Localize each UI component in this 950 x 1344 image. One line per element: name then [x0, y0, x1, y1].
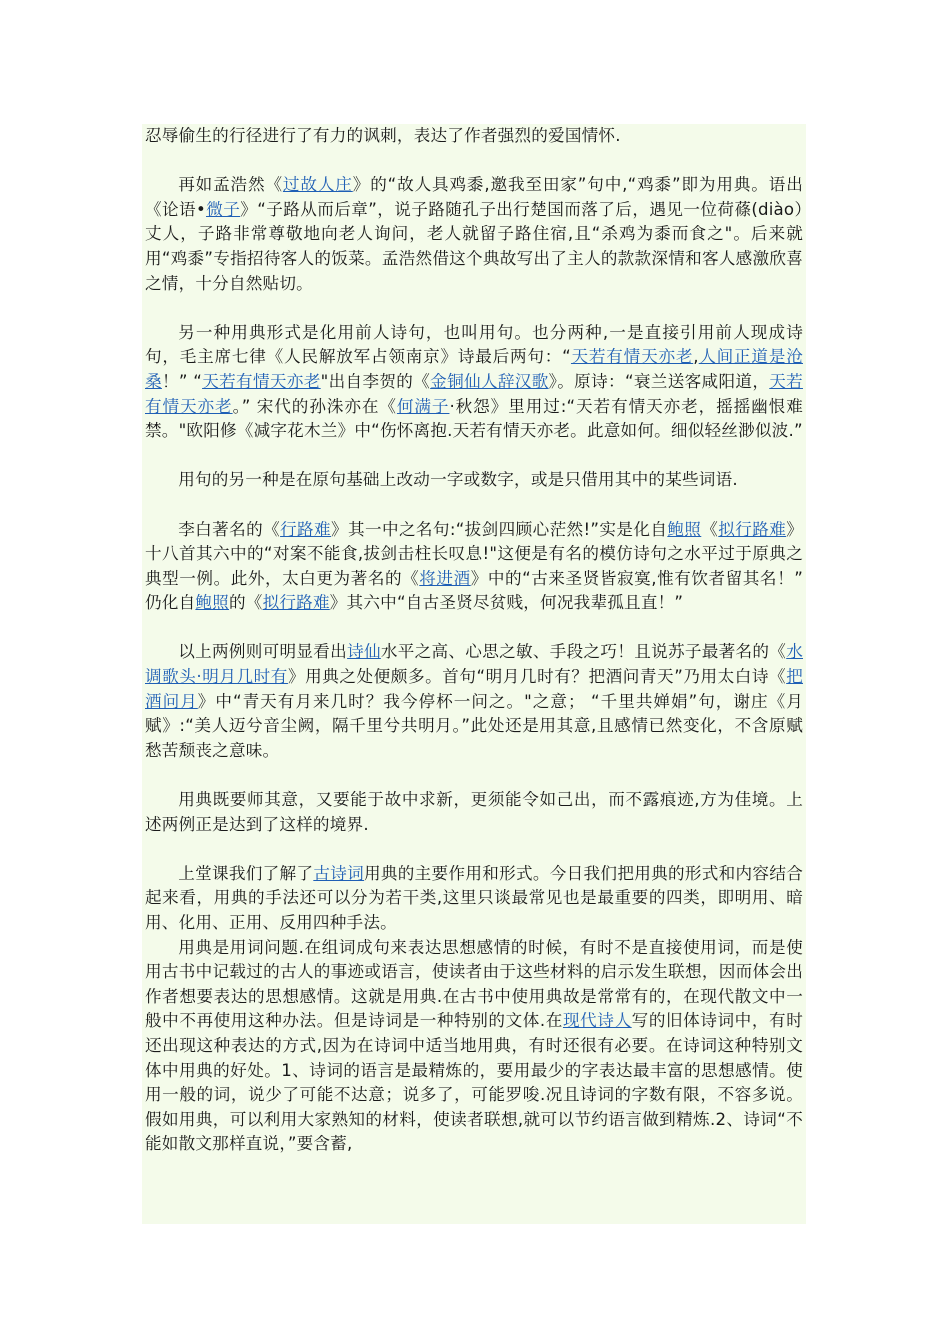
hyperlink[interactable]: 水调歌头·明月几时有	[145, 642, 803, 687]
text-run: 以上两例则可明显看出	[178, 642, 348, 662]
paragraph	[145, 936, 803, 1157]
paragraph	[145, 124, 803, 149]
hyperlink[interactable]: 过故人庄	[282, 175, 353, 195]
text-run: 》中“青天有月来几时？我今停杯一问之。"之意； “千里共婵娟”句，谢庄《月赋》:“美人迈兮音尘阙，隔千里兮共明月。”此处还是用其意,且感情已然变化，不含原赋愁苦颓丧之意味。	[145, 691, 803, 760]
article-body	[145, 124, 803, 1157]
text-run: 写的旧体诗词中，有时还出现这种表达的方式,因为在诗词中适当地用典，有时还很有必要。在诗词这种特别文体中用典的好处。1、诗词的语言是最精炼的，要用最少的字表达最丰富的思想感情。使用一般的词，说少了可能不达意；说多了，可能罗唆.况且诗词的字数有限，不容多说。假如用典，可以利用大家熟知的材料，使读者联想,就可以节约语言做到精炼.2、诗词“不能如散文那样直说，”要含蓄,	[145, 1011, 803, 1154]
text-run: ！” “	[161, 371, 203, 391]
document-page	[142, 124, 806, 1224]
text-run: 忍辱偷生的行径进行了有力的讽刺，表达了作者强烈的爱国情怀.	[145, 126, 621, 145]
hyperlink[interactable]: 人间正道是沧桑	[145, 347, 803, 391]
text-run: 》的“故人具鸡黍,邀我至田家”句中,“鸡黍”即为用典。语出《论语•	[145, 175, 803, 219]
text-run: ,	[693, 347, 699, 367]
hyperlink[interactable]: 拟行路难	[718, 519, 787, 539]
text-run: 上堂课我们了解了	[178, 863, 314, 883]
text-run: 》其六中“自古圣贤尽贫贱，何况我辈孤且直！”	[329, 593, 684, 613]
hyperlink[interactable]: 金铜仙人辞汉歌	[430, 371, 549, 391]
paragraph	[145, 468, 803, 493]
hyperlink[interactable]: 现代诗人	[562, 1011, 632, 1031]
text-run: 用典的主要作用和形式。今日我们把用典的形式和内容结合起来看，用典的手法还可以分为若干类,这里只谈最常见也是最重要的四类，即明用、暗用、化用、正用、反用四种手法。	[145, 863, 803, 932]
hyperlink[interactable]: 鲍照	[195, 593, 229, 613]
text-run: "出自李贺的《	[320, 371, 431, 391]
hyperlink[interactable]: 古诗词	[313, 863, 364, 883]
text-run: 另一种用典形式是化用前人诗句，也叫用句。也分两种,一是直接引用前人现成诗句，毛主席七律《人民解放军占领南京》诗最后两句：“	[145, 322, 803, 367]
text-run: 水平之高、心思之敏、手段之巧！且说苏子最著名的《	[380, 642, 787, 662]
text-run: 。” 宋代的孙洙亦在《	[232, 396, 397, 416]
hyperlink[interactable]: 微子	[206, 199, 241, 219]
text-run: 的《	[228, 593, 263, 613]
hyperlink[interactable]: 天若有情天亦老	[145, 371, 803, 416]
text-run: ·秋怨》里用过:“天若有情天亦老，摇摇幽恨难禁。"欧阳修《减字花木兰》中“伤怀离抱.天若有情天亦老。此意如何。细似轻丝渺似波.”	[145, 396, 803, 441]
text-run: 》十八首其六中的“对案不能食,拔剑击柱长叹息!"这便是有名的模仿诗句之水平过于原典之典型一例。此外，太白更为著名的《	[145, 519, 803, 588]
paragraph	[145, 640, 803, 763]
text-run: 再如孟浩然《	[178, 175, 283, 195]
paragraph	[145, 518, 803, 616]
hyperlink[interactable]: 行路难	[280, 519, 332, 539]
text-run: 用句的另一种是在原句基础上改动一字或数字，或是只借用其中的某些词语.	[178, 470, 738, 490]
hyperlink[interactable]: 天若有情天亦老	[202, 371, 321, 391]
paragraph	[145, 862, 803, 936]
hyperlink[interactable]: 鲍照	[667, 519, 702, 539]
text-run: 用典既要师其意，又要能于故中求新，更须能令如己出，而不露痕迹,方为佳境。上述两例正是达到了这样的境界.	[145, 790, 803, 834]
text-run: 》“子路从而后章”，说子路随孔子出行楚国而落了后，遇见一位荷蓧(diào）丈人，子路非常尊敬地向老人询问，老人就留子路住宿,且“杀鸡为黍而食之"。后来就用“鸡黍”专指招待客人的饭菜。孟浩然借这个典故写出了主人的款款深情和客人感激欣喜之情，十分自然贴切。	[145, 199, 803, 293]
hyperlink[interactable]: 何满子	[396, 396, 450, 416]
text-run: 》中的“古来圣贤皆寂寞,惟有饮者留其名！” 仍化自	[145, 568, 804, 613]
paragraph	[145, 173, 803, 296]
hyperlink[interactable]: 天若有情天亦老	[570, 347, 694, 367]
text-run: 《	[701, 519, 719, 539]
hyperlink[interactable]: 把酒问月	[145, 667, 803, 711]
paragraph	[145, 321, 803, 444]
text-run: 李白著名的《	[178, 519, 281, 539]
hyperlink[interactable]: 将进酒	[419, 568, 471, 588]
hyperlink[interactable]: 拟行路难	[262, 593, 330, 613]
text-run: 》。原诗：“衰兰送客咸阳道，	[548, 371, 770, 391]
text-run: 》其一中之名句:“拔剑四顾心茫然!”实是化自	[331, 519, 668, 539]
text-run: 用典是用词问题.在组词成句来表达思想感情的时候，有时不是直接使用词，而是使用古书中记载过的古人的事迹或语言，使读者由于这些材料的启示发生联想，因而体会出作者想要表达的思想感情。这就是用典.在古书中使用典故是常常有的，在现代散文中一般中不再使用这种办法。但是诗词是一种特别的文体.在	[145, 937, 803, 1031]
text-run: 》用典之处便颇多。首句“明月几时有？把酒问青天”乃用太白诗《	[287, 667, 787, 687]
hyperlink[interactable]: 诗仙	[347, 642, 381, 662]
paragraph	[145, 788, 803, 837]
